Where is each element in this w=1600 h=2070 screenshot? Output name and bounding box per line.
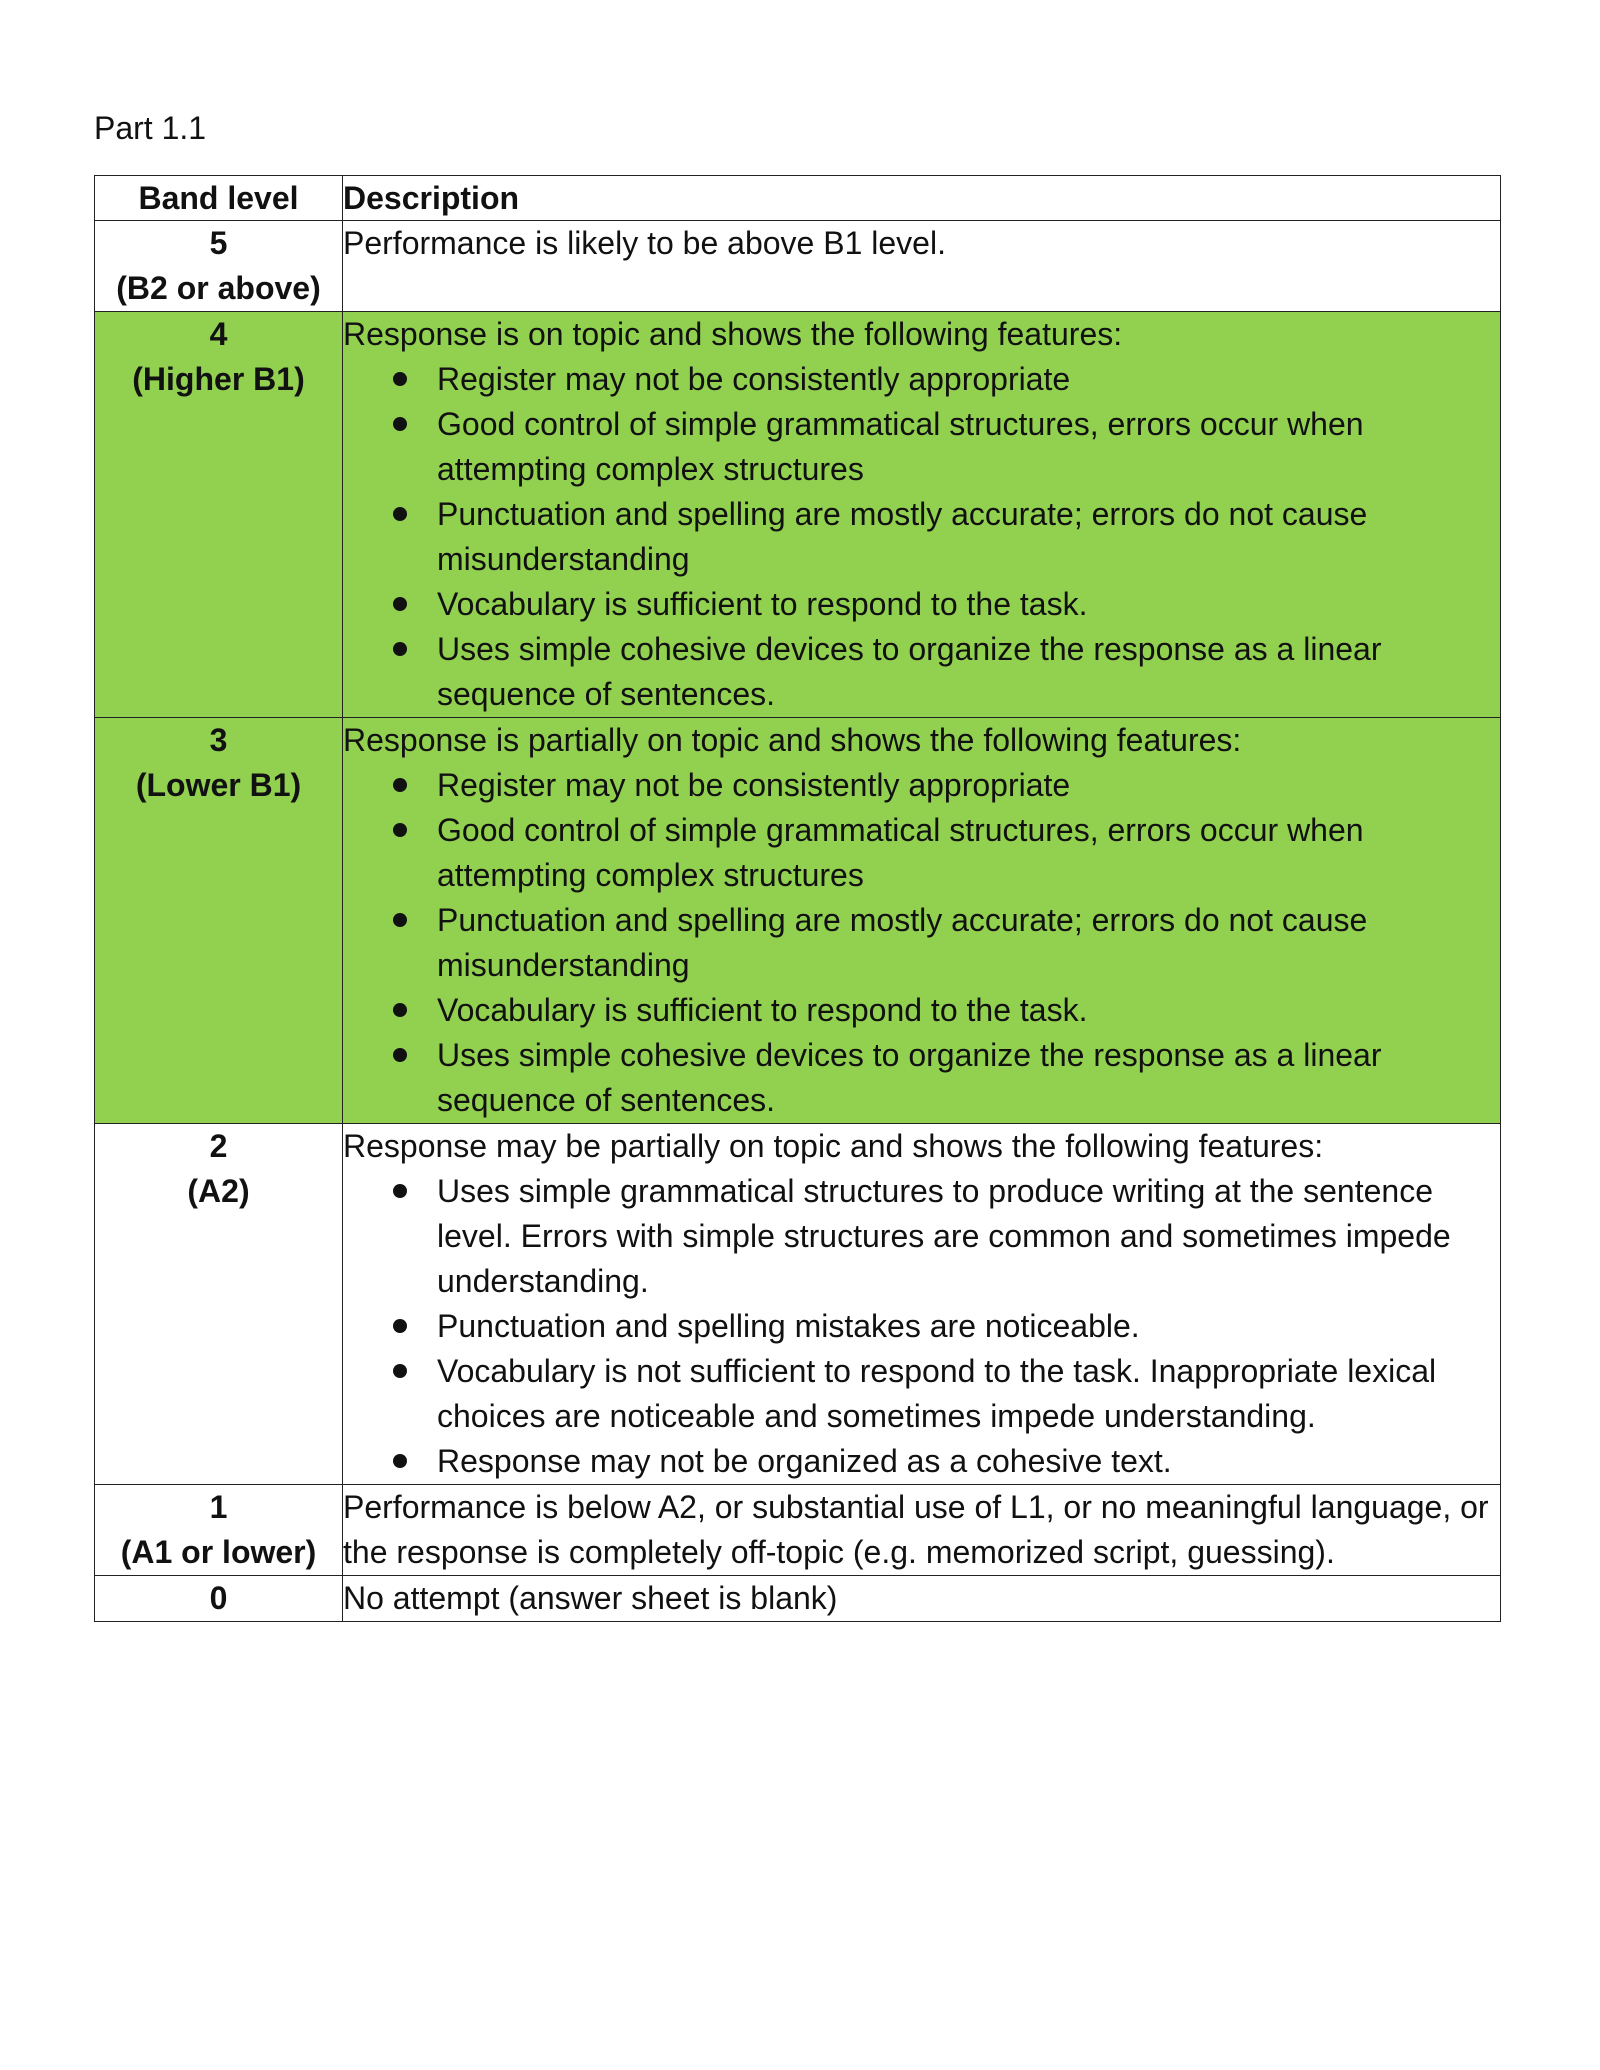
band-level-number: 4 (209, 316, 228, 352)
description-lead: Response is on topic and shows the following features: (343, 316, 1123, 352)
list-item: Punctuation and spelling are mostly accurate; errors do not cause misunderstanding (343, 898, 1500, 988)
band-cell (95, 1124, 343, 1485)
description-lead: No attempt (answer sheet is blank) (343, 1580, 838, 1616)
band-level-number: 0 (209, 1580, 228, 1616)
description-lead: Response may be partially on topic and shows the following features: (343, 1128, 1324, 1164)
table-row (95, 221, 1501, 312)
list-item: Register may not be consistently appropriate (343, 763, 1500, 808)
band-level-number: 2 (209, 1128, 228, 1164)
description-cell (343, 1576, 1501, 1622)
band-cell (95, 312, 343, 718)
band-level-number: 5 (209, 225, 228, 261)
table-row (95, 1124, 1501, 1485)
list-item: Response may not be organized as a cohesive text. (343, 1439, 1500, 1484)
band-level-label: (A1 or lower) (120, 1534, 317, 1570)
description-cell (343, 1124, 1501, 1485)
band-cell (95, 718, 343, 1124)
description-cell (343, 312, 1501, 718)
list-item: Vocabulary is not sufficient to respond to the task. Inappropriate lexical choices are noticeable and sometimes impede understanding. (343, 1349, 1500, 1439)
part-title: Part 1.1 (94, 110, 207, 146)
band-cell (95, 221, 343, 312)
description-cell (343, 718, 1501, 1124)
band-cell (95, 1485, 343, 1576)
table-row (95, 312, 1501, 718)
band-level-label: (Lower B1) (135, 767, 302, 803)
band-level-label: (B2 or above) (116, 270, 321, 306)
feature-list (343, 1169, 1500, 1484)
description-lead: Response is partially on topic and shows the following features: (343, 722, 1242, 758)
description-cell (343, 1485, 1501, 1576)
band-cell (95, 1576, 343, 1622)
band-level-label: (A2) (187, 1173, 250, 1209)
list-item: Punctuation and spelling mistakes are noticeable. (343, 1304, 1500, 1349)
band-level-number: 3 (209, 722, 228, 758)
list-item: Uses simple cohesive devices to organize the response as a linear sequence of sentences. (343, 1033, 1500, 1123)
band-level-number: 1 (209, 1489, 228, 1525)
feature-list (343, 357, 1500, 717)
description-lead: Performance is likely to be above B1 level. (343, 225, 946, 261)
description-header: Description (343, 176, 1501, 221)
table-header-row (95, 176, 1501, 221)
list-item: Uses simple grammatical structures to produce writing at the sentence level. Errors with simple structures are common and sometimes impede understanding. (343, 1169, 1500, 1304)
list-item: Good control of simple grammatical structures, errors occur when attempting complex structures (343, 808, 1500, 898)
list-item: Uses simple cohesive devices to organize the response as a linear sequence of sentences. (343, 627, 1500, 717)
feature-list (343, 763, 1500, 1123)
description-lead: Performance is below A2, or substantial use of L1, or no meaningful language, or the response is completely off-topic (e.g. memorized script, guessing). (343, 1489, 1489, 1570)
table-row (95, 1485, 1501, 1576)
table-row (95, 1576, 1501, 1622)
list-item: Good control of simple grammatical structures, errors occur when attempting complex structures (343, 402, 1500, 492)
band-level-label: (Higher B1) (132, 361, 305, 397)
list-item: Vocabulary is sufficient to respond to the task. (343, 582, 1500, 627)
description-cell (343, 221, 1501, 312)
rubric-body (95, 221, 1501, 1622)
table-row (95, 718, 1501, 1124)
list-item: Register may not be consistently appropriate (343, 357, 1500, 402)
band-level-rubric-table (94, 175, 1501, 1622)
list-item: Vocabulary is sufficient to respond to the task. (343, 988, 1500, 1033)
list-item: Punctuation and spelling are mostly accurate; errors do not cause misunderstanding (343, 492, 1500, 582)
band-level-header: Band level (95, 176, 343, 221)
